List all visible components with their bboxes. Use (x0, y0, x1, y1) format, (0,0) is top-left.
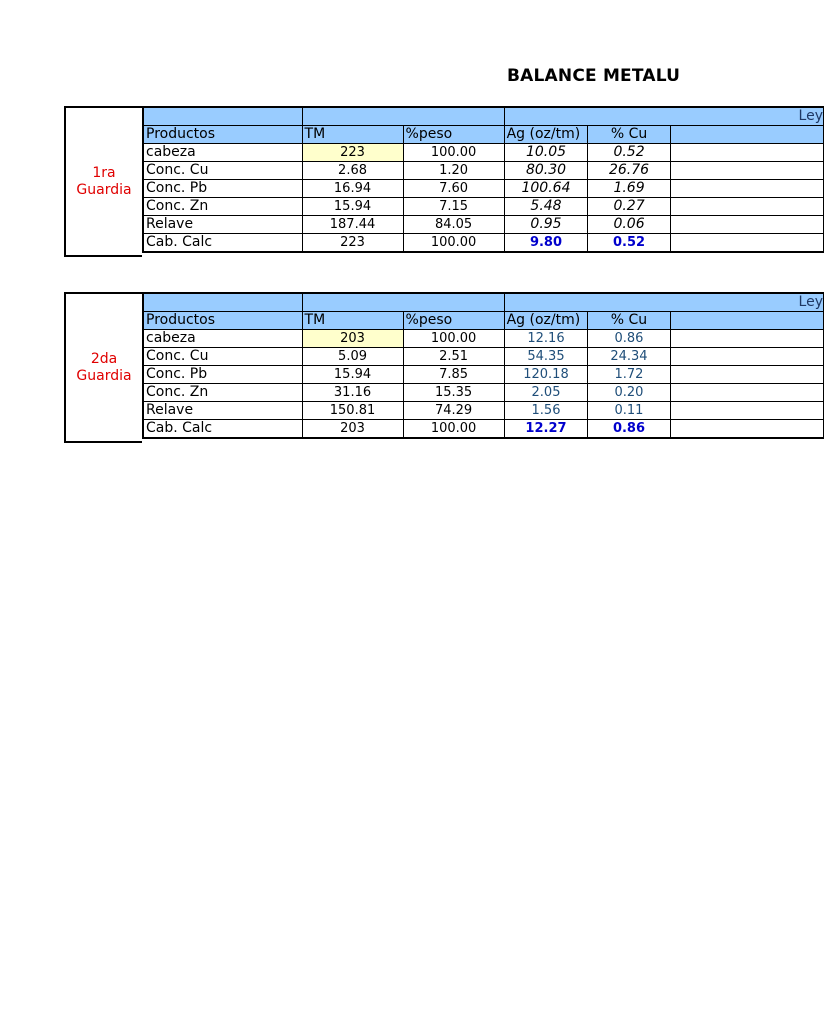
cell-peso[interactable]: 100.00 (403, 234, 504, 253)
table-row (143, 180, 824, 198)
cell-tm[interactable]: 223 (302, 144, 403, 162)
cell-peso[interactable]: 7.60 (403, 180, 504, 198)
cell-producto[interactable]: Cab. Calc (143, 420, 302, 439)
cell-cu[interactable]: 0.27 (588, 198, 670, 216)
table-cell[interactable] (670, 198, 823, 216)
cell-tm[interactable]: 5.09 (302, 348, 403, 366)
cell-tm[interactable]: 187.44 (302, 216, 403, 234)
header-cu[interactable]: % Cu (588, 312, 670, 330)
table-cell[interactable] (302, 293, 504, 312)
cell-cu[interactable]: 0.52 (588, 234, 670, 253)
table-cell[interactable] (670, 330, 823, 348)
guardia-label-line2: Guardia (76, 367, 132, 384)
cell-peso[interactable]: 100.00 (403, 420, 504, 439)
cell-cu[interactable]: 0.86 (588, 420, 670, 439)
cell-ag[interactable]: 9.80 (504, 234, 588, 253)
table-row (143, 330, 824, 348)
cell-ag[interactable]: 120.18 (504, 366, 588, 384)
table-cell[interactable] (670, 180, 823, 198)
cell-tm[interactable]: 15.94 (302, 366, 403, 384)
header-tm[interactable]: TM (302, 126, 403, 144)
table-row (143, 162, 824, 180)
table-group-header-row (143, 293, 824, 312)
cell-peso[interactable]: 7.85 (403, 366, 504, 384)
cell-producto[interactable]: Conc. Cu (143, 348, 302, 366)
cell-ag[interactable]: 80.30 (504, 162, 588, 180)
cell-tm[interactable]: 150.81 (302, 402, 403, 420)
cell-producto[interactable]: Conc. Cu (143, 162, 302, 180)
guardia-label-line2: Guardia (76, 181, 132, 198)
cell-peso[interactable]: 7.15 (403, 198, 504, 216)
cell-producto[interactable]: Conc. Pb (143, 366, 302, 384)
cell-ag[interactable]: 12.16 (504, 330, 588, 348)
cell-tm[interactable]: 2.68 (302, 162, 403, 180)
table-row (143, 384, 824, 402)
cell-peso[interactable]: 84.05 (403, 216, 504, 234)
table-cell[interactable] (670, 420, 823, 439)
cell-cu[interactable]: 1.69 (588, 180, 670, 198)
cell-producto[interactable]: cabeza (143, 330, 302, 348)
header-peso[interactable]: %peso (403, 126, 504, 144)
table-cell[interactable] (143, 293, 302, 312)
guardia-label-line1: 1ra (92, 164, 116, 181)
cell-cu[interactable]: 26.76 (588, 162, 670, 180)
guardia-label-line1: 2da (90, 350, 118, 367)
table-header-row (143, 126, 824, 144)
header-peso[interactable]: %peso (403, 312, 504, 330)
guardia-label (64, 106, 142, 257)
cell-producto[interactable]: Relave (143, 402, 302, 420)
table-cell[interactable] (670, 126, 823, 144)
page-title: BALANCE METALU (507, 66, 681, 86)
table-cell[interactable] (670, 312, 823, 330)
cell-peso[interactable]: 100.00 (403, 330, 504, 348)
table-row (143, 144, 824, 162)
cell-tm[interactable]: 16.94 (302, 180, 403, 198)
table-cell[interactable] (670, 234, 823, 253)
cell-tm[interactable]: 31.16 (302, 384, 403, 402)
cell-cu[interactable]: 0.52 (588, 144, 670, 162)
leyes-header-label: Ley (798, 108, 823, 124)
cell-ag[interactable]: 2.05 (504, 384, 588, 402)
cell-ag[interactable]: 10.05 (504, 144, 588, 162)
leyes-header-cell[interactable] (504, 293, 823, 312)
table-cell[interactable] (670, 348, 823, 366)
guardia-label (64, 292, 142, 443)
cell-cu[interactable]: 24.34 (588, 348, 670, 366)
cell-tm[interactable]: 223 (302, 234, 403, 253)
cell-ag[interactable]: 5.48 (504, 198, 588, 216)
table-cell[interactable] (670, 162, 823, 180)
table-cell[interactable] (143, 107, 302, 126)
table-cell[interactable] (302, 107, 504, 126)
cell-peso[interactable]: 15.35 (403, 384, 504, 402)
cell-tm[interactable]: 203 (302, 330, 403, 348)
header-cu[interactable]: % Cu (588, 126, 670, 144)
table-cell[interactable] (670, 384, 823, 402)
header-productos[interactable]: Productos (143, 312, 302, 330)
cell-ag[interactable]: 12.27 (504, 420, 588, 439)
header-productos[interactable]: Productos (143, 126, 302, 144)
cell-producto[interactable]: cabeza (143, 144, 302, 162)
cell-cu[interactable]: 0.06 (588, 216, 670, 234)
cell-cu[interactable]: 0.86 (588, 330, 670, 348)
cell-peso[interactable]: 100.00 (403, 144, 504, 162)
cell-ag[interactable]: 0.95 (504, 216, 588, 234)
cell-producto[interactable]: Cab. Calc (143, 234, 302, 253)
cell-tm[interactable]: 15.94 (302, 198, 403, 216)
cell-peso[interactable]: 1.20 (403, 162, 504, 180)
cell-ag[interactable]: 100.64 (504, 180, 588, 198)
cell-cu[interactable]: 0.11 (588, 402, 670, 420)
balance-table-1ra-guardia (64, 106, 823, 258)
table-row (143, 216, 824, 234)
cell-peso[interactable]: 2.51 (403, 348, 504, 366)
table-row (143, 198, 824, 216)
cell-producto[interactable]: Conc. Zn (143, 198, 302, 216)
table-cell[interactable] (670, 366, 823, 384)
cell-producto[interactable]: Relave (143, 216, 302, 234)
balance-table (142, 292, 824, 439)
header-ag[interactable]: Ag (oz/tm) (504, 312, 588, 330)
table-row (143, 348, 824, 366)
cell-producto[interactable]: Conc. Zn (143, 384, 302, 402)
table-cell[interactable] (670, 144, 823, 162)
table-header-row (143, 312, 824, 330)
cell-tm[interactable]: 203 (302, 420, 403, 439)
table-group-header-row (143, 107, 824, 126)
cell-producto[interactable]: Conc. Pb (143, 180, 302, 198)
cell-ag[interactable]: 54.35 (504, 348, 588, 366)
table-row (143, 366, 824, 384)
cell-peso[interactable]: 74.29 (403, 402, 504, 420)
table-cell[interactable] (670, 216, 823, 234)
cell-ag[interactable]: 1.56 (504, 402, 588, 420)
cell-cu[interactable]: 0.20 (588, 384, 670, 402)
balance-table (142, 106, 824, 253)
header-ag[interactable]: Ag (oz/tm) (504, 126, 588, 144)
leyes-header-label: Ley (798, 294, 823, 310)
header-tm[interactable]: TM (302, 312, 403, 330)
balance-table-2da-guardia (64, 292, 823, 444)
table-row (143, 402, 824, 420)
table-row (143, 420, 824, 439)
table-cell[interactable] (670, 402, 823, 420)
table-row (143, 234, 824, 253)
cell-cu[interactable]: 1.72 (588, 366, 670, 384)
leyes-header-cell[interactable] (504, 107, 823, 126)
